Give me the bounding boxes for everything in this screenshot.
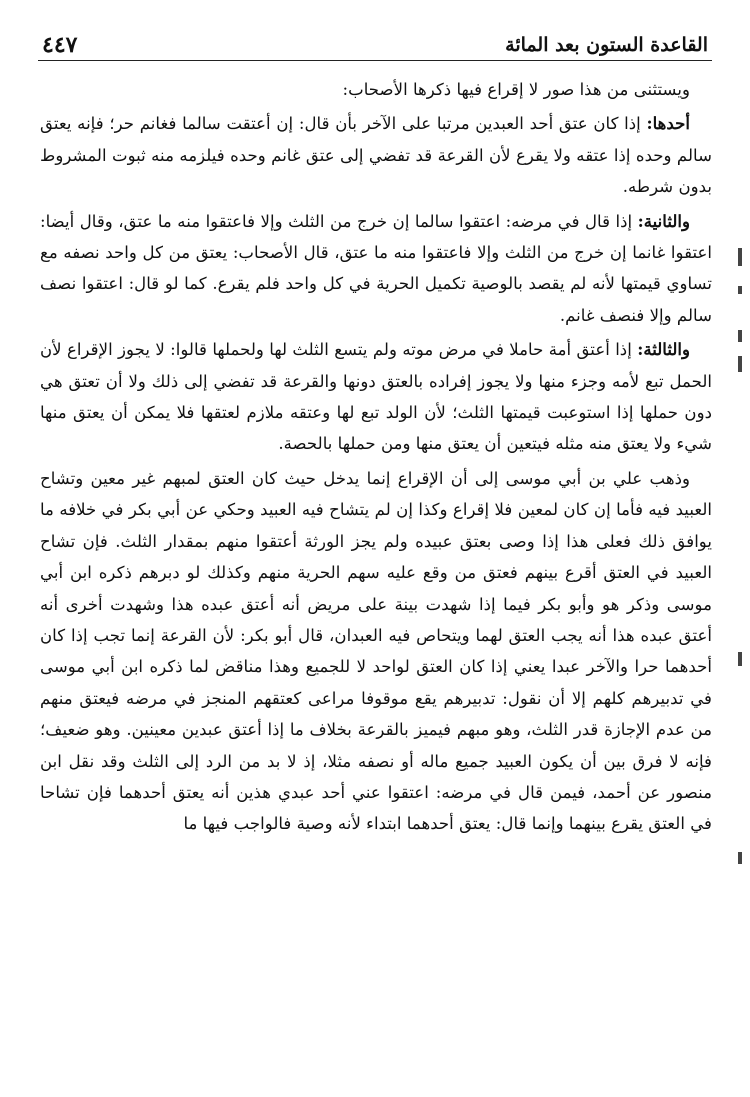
- case-text: إذا أعتق أمة حاملا في مرض موته ولم يتسع الثلث لها ولحملها قالوا: لا يجوز الإقراع لأن الحمل تبع لأمه وجزء منها ولا يجوز إفراده بالعتق دونها والقرعة قد تفضي إلى ذلك ولا أن تعتق هي دون حملها إذا استوعبت قيمتها الثلث؛ لأن الولد تبع لها وعتقه ملازم لعتقها فلا يمكن أن يعتق منها شيء ولا يعتق منه مثله فيتعين أن يعتق منها ومن حملها بالحصة.: [40, 340, 712, 454]
- binding-edge-mark: [738, 852, 742, 864]
- body-text: [40, 74, 712, 840]
- page-number: ٤٤٧: [42, 32, 78, 58]
- case-second: [40, 206, 712, 332]
- case-label: أحدها:: [646, 113, 690, 134]
- discussion-paragraph: وذهب علي بن أبي موسى إلى أن الإقراع إنما يدخل حيث كان العتق لمبهم غير معين وتشاح العبيد فيه فأما إن كان لمعين فلا إقراع وكذا إن لم يتشاح فيه العبيد وحكي عن أبي بكر في خلافه ما يوافق ذلك فعلى هذا إذا وصى بعتق عبيده ولم يجز الورثة أعتقوا منهم بمقدار الثلث. فإن تشاح العبيد في العتق أقرع بينهم فعتق من وقع عليه سهم الحرية منهم وكذلك لو دبرهم ذكره ابن أبي موسى وذكر هو وأبو بكر فيما إذا شهدت بينة على مريض أنه أعتق عبده هذا وشهدت أخرى أنه أعتق عبده هذا أنه يجب العتق لهما ويتحاص فيه العبدان، قال أبو بكر: لأن القرعة إنما تجب إذا كان أحدهما حرا والآخر عبدا يعني إذا كان العتق لواحد لا للجميع وهذا مناقض لما ذكره ابن أبي موسى في تدبيرهم كلهم إلا أن نقول: تدبيرهم يقع موقوفا مراعى كعتقهم المنجز في مرضه فيعتق منهم من عدم الإجازة قدر الثلث، وهو مبهم فيميز بالقرعة بخلاف ما إذا أعتق عبدين معينين. وهو ضعيف؛ فإنه لا فرق بين أن يكون العبيد جميع ماله أو نصفه مثلا، إذ لا بد من الرد إلى الثلث وقد نقل ابن منصور عن أحمد، فيمن قال في مرضه: اعتقوا عني أحد عبدي هذين أنه يعتق أحدهما فإن تشاحا في العتق يقرع بينهما وإنما قال: يعتق أحدهما ابتداء لأنه وصية فالواجب فيها ما: [40, 468, 712, 834]
- binding-edge-mark: [738, 652, 742, 666]
- case-label: والثانية:: [637, 210, 690, 231]
- binding-edge-mark: [738, 330, 742, 342]
- binding-edge-mark: [738, 286, 742, 294]
- intro-line: ويستثنى من هذا صور لا إقراع فيها ذكرها الأصحاب:: [342, 80, 690, 99]
- binding-edge-mark: [738, 356, 742, 372]
- page-header: [38, 30, 712, 61]
- case-text: إذا كان عتق أحد العبدين مرتبا على الآخر بأن قال: إن أعتقت سالما فغانم حر؛ فإنه يعتق سالم وحده إذا عتقه ولا يقرع لأن القرعة قد تفضي إلى عتق غانم وحده فيلزمه منه ثبوت المشروط بدون شرطه.: [40, 114, 712, 197]
- case-label: والثالثة:: [637, 339, 691, 360]
- case-text: إذا قال في مرضه: اعتقوا سالما إن خرج من الثلث وإلا فاعتقوا منه ما عتق، وقال أيضا: اعتقوا غانما إن خرج من الثلث وإلا فاعتقوا منه ما عتق، قال الأصحاب: يعتق من كل واحد نصفه مع تساوي قيمتها لأنه لم يقصد بالوصية تكميل الحرية في كل واحد فلم يقرع. كما لو قال: اعتقوا نصف سالم وإلا فنصف غانم.: [40, 211, 712, 325]
- binding-edge-mark: [738, 248, 742, 266]
- case-first: [40, 108, 712, 202]
- running-title: القاعدة الستون بعد المائة: [505, 34, 708, 56]
- case-third: [40, 334, 712, 460]
